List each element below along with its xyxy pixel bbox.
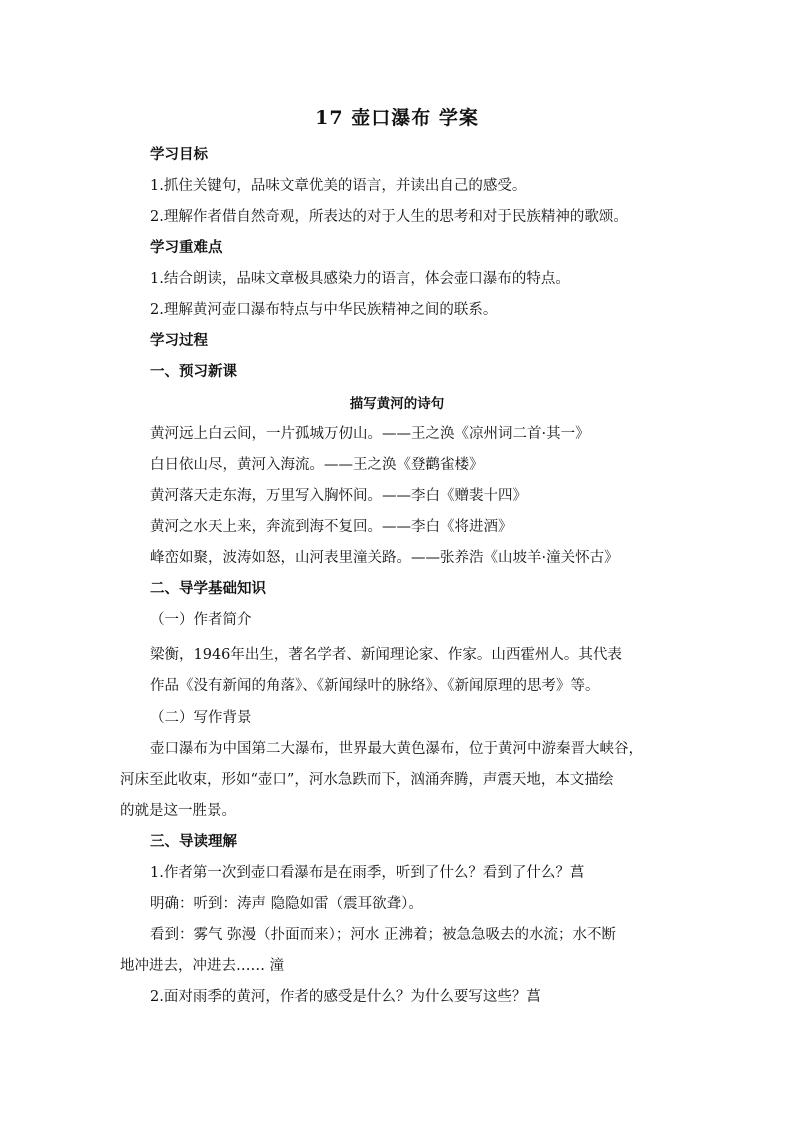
section-2-heading: 二、导学基础知识 <box>150 580 266 597</box>
poem-line-4: 黄河之水天上来，奔流到海不复回。——李白《将进酒》 <box>150 519 513 535</box>
section-3-heading: 三、导读理解 <box>150 833 237 850</box>
poem-line-2: 白日依山尽，黄河入海流。——王之涣《登鹳雀楼》 <box>150 457 484 473</box>
background-line-2: 河床至此收束，形如“壶口”，河水急跌而下，汹涌奔腾，声震天地，本文描绘 <box>120 772 614 788</box>
goals-heading: 学习目标 <box>150 146 208 163</box>
goal-1: 1.抓住关键句，品味文章优美的语言，并读出自己的感受。 <box>150 178 527 194</box>
page-title: 17 壶口瀑布 学案 <box>315 107 479 129</box>
question-1-mark: 菖 <box>569 865 585 881</box>
question-2-text: 2.面对雨季的黄河，作者的感受是什么？为什么要写这些？ <box>150 989 527 1005</box>
goal-2: 2.理解作者借自然奇观，所表达的对于人生的思考和对于民族精神的歌颂。 <box>150 209 628 225</box>
answer-1-line-3 <box>120 956 284 976</box>
answer-1-line-1: 明确：听到：涛声 隐隐如雷（震耳欲聋）。 <box>150 896 423 912</box>
poems-title: 描写黄河的诗句 <box>349 396 445 412</box>
process-heading: 学习过程 <box>150 332 208 349</box>
poem-line-3: 黄河落天走东海，万里写入胸怀间。——李白《赠裴十四》 <box>150 488 527 504</box>
background-line-3: 的就是这一胜景。 <box>120 803 236 819</box>
answer-1-line-3-text: 地冲进去，冲进去…… <box>120 958 265 974</box>
poem-line-5: 峰峦如聚，波涛如怒，山河表里潼关路。——张养浩《山坡羊·潼关怀古》 <box>150 550 619 566</box>
author-intro-line-2: 作品《没有新闻的角落》、《新闻绿叶的脉络》、《新闻原理的思考》等。 <box>150 678 600 694</box>
answer-1-line-2: 看到：雾气 弥漫（扑面而来）；河水 正沸着；被急急吸去的水流；水不断 <box>150 927 616 943</box>
question-2-mark: 菖 <box>526 989 541 1005</box>
background-heading: （二）写作背景 <box>150 710 252 726</box>
author-intro-heading: （一）作者简介 <box>150 612 252 628</box>
answer-1-mark: 潼 <box>269 958 285 974</box>
question-1 <box>150 863 584 883</box>
key-points-heading: 学习重难点 <box>150 239 223 256</box>
author-intro-line-1: 梁衡，1946年出生，著名学者、新闻理论家、作家。山西霍州人。其代表 <box>150 647 622 663</box>
section-1-heading: 一、预习新课 <box>150 363 237 380</box>
background-line-1: 壶口瀑布为中国第二大瀑布，世界最大黄色瀑布，位于黄河中游秦晋大峡谷， <box>150 741 643 757</box>
key-point-1: 1.结合朗读，品味文章极具感染力的语言，体会壶口瀑布的特点。 <box>150 271 570 287</box>
question-2 <box>150 987 541 1007</box>
key-point-2: 2.理解黄河壶口瀑布特点与中华民族精神之间的联系。 <box>150 302 498 318</box>
poem-line-1: 黄河远上白云间，一片孤城万仞山。——王之涣《凉州词二首·其一》 <box>150 426 590 442</box>
question-1-text: 1.作者第一次到壶口看瀑布是在雨季，听到了什么？看到了什么？ <box>150 865 570 881</box>
